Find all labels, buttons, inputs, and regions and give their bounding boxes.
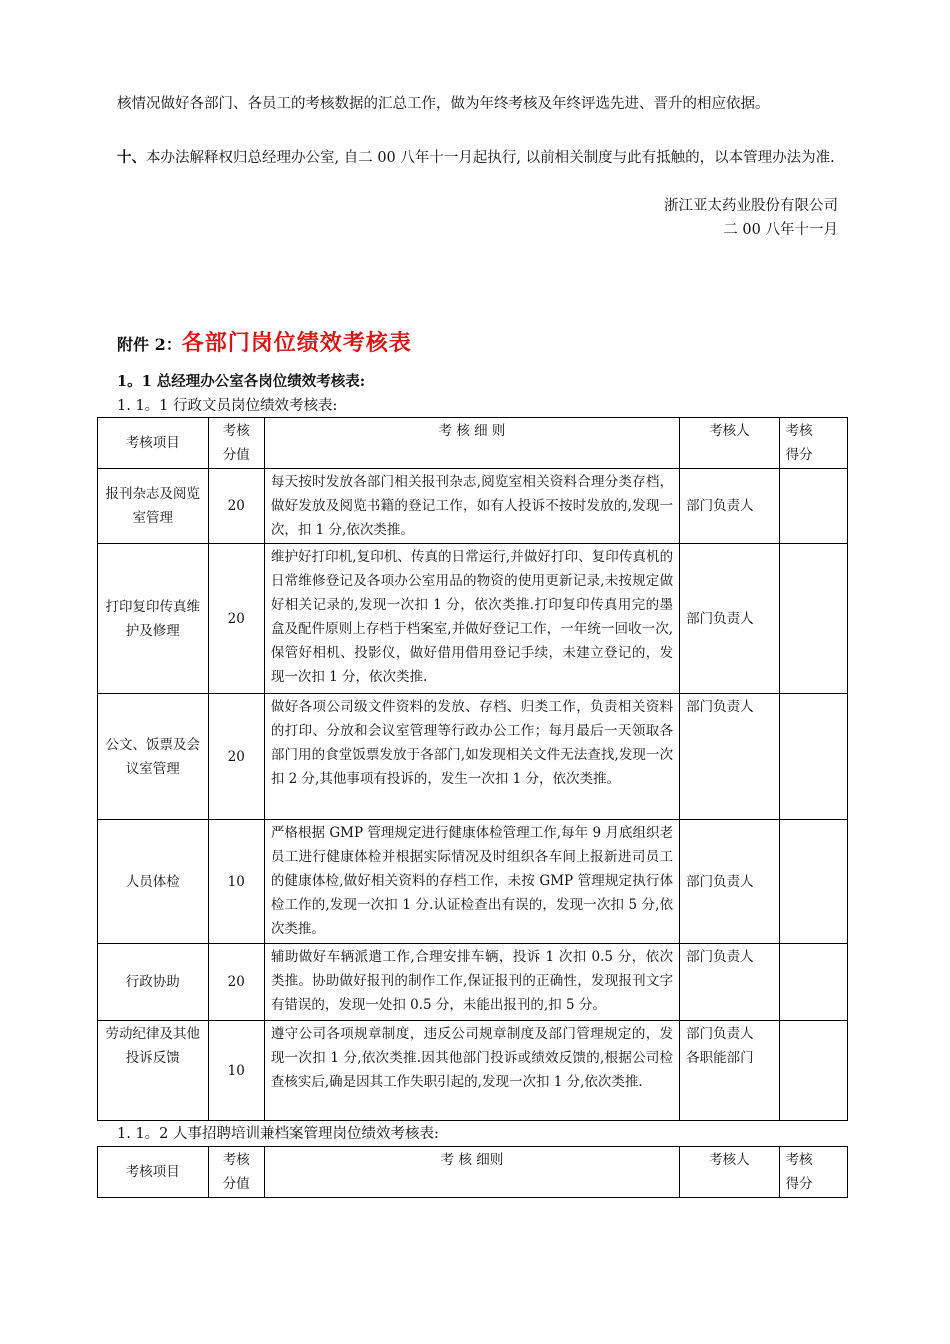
row-result	[779, 1021, 847, 1121]
row-score: 10	[208, 820, 264, 944]
row-result	[779, 544, 847, 694]
row-assessor-line1: 部门负责人	[686, 1026, 754, 1042]
attachment-prefix: 附件 2：	[117, 335, 182, 354]
subsection-heading-2: 1. 1。2 人事招聘培训兼档案管理岗位绩效考核表:	[117, 1126, 439, 1142]
row-detail: 维护好打印机,复印机、传真的日常运行,并做好打印、复印传真机的日常维修登记及各项办公室用品的物资的使用更新记录,未按规定做好相关记录的,发现一次扣 1 分，依次类推.打印复印传真用完的墨盒及配件原则上存档于档案室,并做好登记工作，一年统一回收一次,保管好相机、投影仪，做好借用借用登记手续，未建立登记的，发现一次扣 1 分，依次类推.	[264, 544, 679, 694]
header-assessor: 考核人	[680, 418, 780, 469]
row-assessor	[680, 1021, 780, 1121]
row-detail: 辅助做好车辆派遣工作,合理安排车辆，投诉 1 次扣 0.5 分，依次类推。协助做好报刊的制作工作,保证报刊的正确性，发现报刊文字有错误的，发现一处扣 0.5 分，未能出报刊的,扣 5 分。	[264, 944, 679, 1021]
row-detail: 做好各项公司级文件资料的发放、存档、归类工作，负责相关资料的打印、分放和会议室管理等行政办公工作；每月最后一天领取各部门用的食堂饭票发放于各部门,如发现相关文件无法查找,发现一次扣 2 分,其他事项有投诉的，发生一次扣 1 分，依次类推。	[264, 694, 679, 820]
row-item: 行政协助	[98, 944, 209, 1021]
clause-number: 十、	[117, 149, 146, 166]
assessment-table-admin-clerk	[97, 417, 848, 1121]
attachment-title: 各部门岗位绩效考核表	[181, 330, 412, 356]
table-row	[98, 694, 848, 820]
header-detail: 考 核 细则	[264, 1147, 679, 1198]
header-score-line2: 分值	[222, 447, 250, 463]
company-signature: 浙江亚太药业股份有限公司	[664, 198, 838, 214]
row-detail: 每天按时发放各部门相关报刊杂志,阅览室相关资料合理分类存档，做好发放及阅览书籍的登记工作，如有人投诉不按时发放的,发现一次，扣 1 分,依次类推。	[264, 469, 679, 544]
section-heading: 1。1 总经理办公室各岗位绩效考核表:	[117, 373, 366, 390]
header-score	[208, 418, 264, 469]
header-result	[779, 1147, 847, 1198]
row-score: 20	[208, 694, 264, 820]
header-item: 考核项目	[98, 418, 209, 469]
row-detail: 遵守公司各项规章制度，违反公司规章制度及部门管理规定的，发现一次扣 1 分,依次类推.因其他部门投诉或绩效反馈的,根据公司检查核实后,确是因其工作失职引起的,发现一次扣 1 分,依次类推.	[264, 1021, 679, 1121]
row-score: 10	[208, 1021, 264, 1121]
table-row	[98, 469, 848, 544]
header-detail: 考 核 细 则	[264, 418, 679, 469]
clause-ten	[117, 146, 847, 170]
row-assessor: 部门负责人	[680, 944, 780, 1021]
row-assessor: 部门负责人	[680, 820, 780, 944]
row-score: 20	[208, 469, 264, 544]
table-row	[98, 944, 848, 1021]
table-row	[98, 820, 848, 944]
row-item: 打印复印传真维护及修理	[98, 544, 209, 694]
assessment-table-hr-recruitment	[97, 1146, 848, 1198]
table-header-row	[98, 418, 848, 469]
table-row	[98, 1021, 848, 1121]
row-result	[779, 469, 847, 544]
subsection-heading-1: 1. 1。1 行政文员岗位绩效考核表:	[117, 398, 338, 414]
header-result	[779, 418, 847, 469]
header-score-line1: 考核	[222, 423, 250, 439]
signature-date: 二 00 八年十一月	[723, 222, 838, 238]
row-score: 20	[208, 544, 264, 694]
clause-text: 本办法解释权归总经理办公室, 自二 00 八年十一月起执行, 以前相关制度与此有抵触的，以本管理办法为准.	[146, 150, 835, 166]
attachment-heading	[117, 326, 412, 357]
header-item: 考核项目	[98, 1147, 209, 1198]
row-assessor: 部门负责人	[680, 469, 780, 544]
row-assessor-line2: 各职能部门	[686, 1050, 754, 1066]
row-assessor: 部门负责人	[680, 694, 780, 820]
row-assessor: 部门负责人	[680, 544, 780, 694]
header-result-line1: 考核	[785, 423, 813, 439]
header-assessor: 考核人	[680, 1147, 780, 1198]
row-item: 公文、饭票及会议室管理	[98, 694, 209, 820]
row-result	[779, 820, 847, 944]
intro-paragraph: 核情况做好各部门、各员工的考核数据的汇总工作，做为年终考核及年终评选先进、晋升的相应依据。	[117, 96, 770, 112]
header-result-line2: 得分	[785, 1176, 813, 1192]
header-score-line1: 考核	[222, 1152, 250, 1168]
table-header-row	[98, 1147, 848, 1198]
table-row	[98, 544, 848, 694]
row-result	[779, 944, 847, 1021]
header-score-line2: 分值	[222, 1176, 250, 1192]
row-detail: 严格根据 GMP 管理规定进行健康体检管理工作,每年 9 月底组织老员工进行健康体检并根据实际情况及时组织各车间上报新进司员工的健康体检,做好相关资料的存档工作，未按 GMP 管理规定执行体检工作的,发现一次扣 1 分.认证检查出有误的，发现一次扣 5 分,依次类推。	[264, 820, 679, 944]
header-result-line1: 考核	[785, 1152, 813, 1168]
row-item: 劳动纪律及其他投诉反馈	[98, 1021, 209, 1121]
row-item: 报刊杂志及阅览室管理	[98, 469, 209, 544]
row-result	[779, 694, 847, 820]
row-item: 人员体检	[98, 820, 209, 944]
header-result-line2: 得分	[785, 447, 813, 463]
row-score: 20	[208, 944, 264, 1021]
header-score	[208, 1147, 264, 1198]
